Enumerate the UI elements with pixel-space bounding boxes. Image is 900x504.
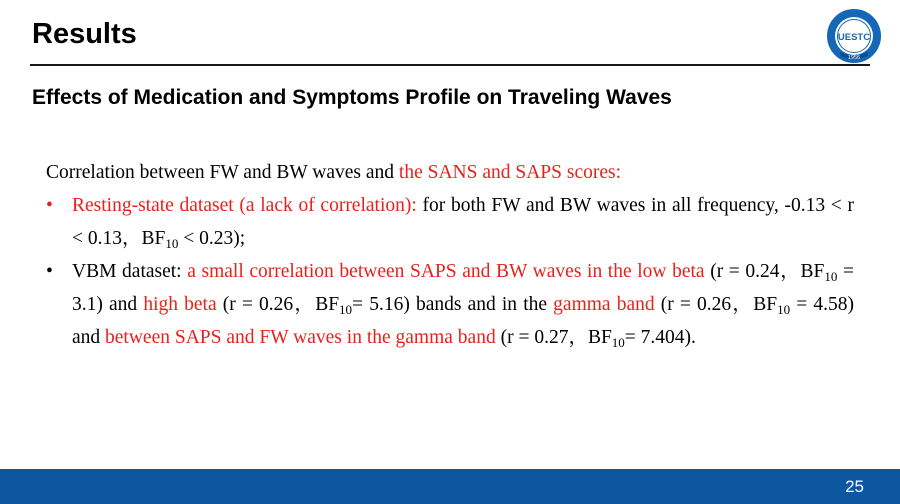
highlight-text: gamma band bbox=[553, 294, 655, 315]
subscript: 10 bbox=[339, 302, 353, 317]
slide-body bbox=[46, 156, 854, 354]
bullet-dot: • bbox=[46, 195, 53, 216]
footer-bar bbox=[0, 469, 900, 504]
university-logo bbox=[826, 8, 882, 64]
bullet-text bbox=[72, 195, 854, 249]
body-text: (r = 0.27，BF bbox=[495, 327, 612, 348]
intro-highlight: the SANS and SAPS scores: bbox=[398, 162, 622, 183]
body-text: (r = 0.24，BF bbox=[704, 261, 825, 282]
body-text: = 7.404). bbox=[624, 327, 696, 348]
bullet-dot: • bbox=[46, 261, 53, 282]
section-subtitle: Effects of Medication and Symptoms Profile on Traveling Waves bbox=[32, 86, 672, 109]
logo-year: 1956 bbox=[847, 55, 861, 61]
highlight-text: high beta bbox=[143, 294, 217, 315]
title-divider bbox=[30, 64, 870, 66]
body-text: VBM dataset: bbox=[72, 261, 188, 282]
body-text: for both FW and BW waves in all frequency, -0.13 < r < 0.13，BF bbox=[72, 195, 854, 249]
body-text: (r = 0.26，BF bbox=[654, 294, 778, 315]
page-number: 25 bbox=[845, 477, 864, 496]
page-title: Results bbox=[32, 18, 137, 50]
logo-text: UESTC bbox=[837, 32, 871, 43]
highlight-text: between SAPS and FW waves in the gamma band bbox=[105, 327, 496, 348]
subscript: 10 bbox=[777, 302, 791, 317]
highlight-text: a small correlation between SAPS and BW waves in the low beta bbox=[187, 261, 705, 282]
intro-prefix: Correlation between FW and BW waves and bbox=[46, 162, 399, 183]
body-text: = 3.1) and bbox=[72, 261, 855, 315]
body-text: = 5.16) bands and in the bbox=[352, 294, 554, 315]
bullet-resting-state bbox=[46, 189, 854, 255]
bullet-list bbox=[46, 189, 854, 354]
subscript: 10 bbox=[824, 269, 838, 284]
body-text: < 0.23); bbox=[178, 228, 246, 249]
highlight-text: Resting-state dataset (a lack of correlation): bbox=[72, 195, 417, 216]
bullet-vbm-dataset bbox=[46, 255, 854, 354]
bullet-text bbox=[72, 261, 854, 348]
subscript: 10 bbox=[165, 236, 179, 251]
body-text: (r = 0.26，BF bbox=[216, 294, 340, 315]
body-text: = 4.58) and bbox=[72, 294, 854, 348]
subscript: 10 bbox=[611, 335, 625, 350]
intro-line bbox=[46, 156, 854, 189]
